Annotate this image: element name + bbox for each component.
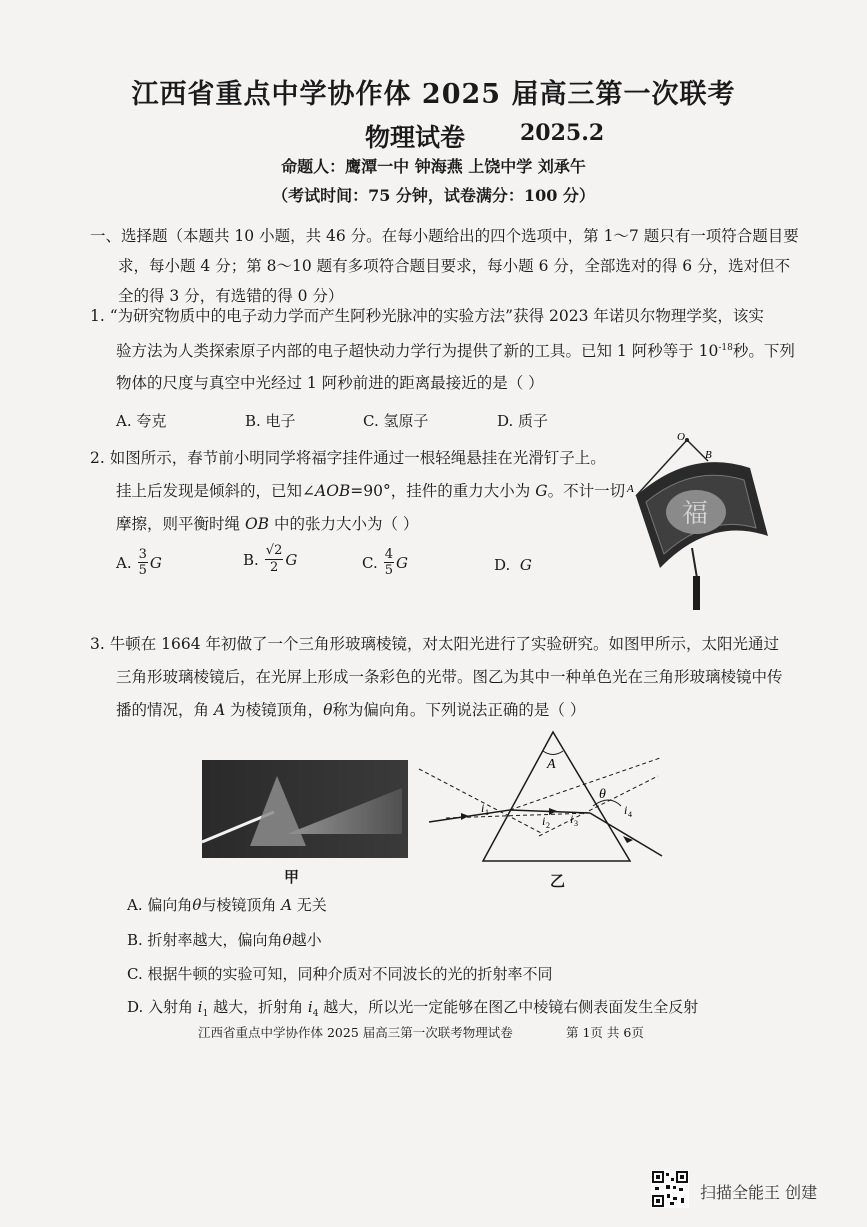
question-text: 3. 牛顿在 1664 年初做了一个三角形玻璃棱镜，对太阳光进行了实验研究。如图甲所示，太阳光通过 bbox=[90, 635, 780, 653]
section-heading-line: 一、选择题（本题共 10 小题，共 46 分。在每小题给出的四个选项中，第 1～7 题只有一项符合题目要 bbox=[90, 227, 799, 245]
question-text bbox=[90, 508, 625, 541]
text-span: 越大，折射角 bbox=[208, 998, 308, 1016]
exam-title: 江西省重点中学协作体 2025 届高三第一次联考 bbox=[131, 79, 736, 110]
option-a: A. 夸克 bbox=[116, 412, 167, 430]
fraction bbox=[265, 543, 284, 576]
text-span: =90°，挂件的重力大小为 bbox=[350, 482, 536, 500]
page-number: 第 1页 共 6页 bbox=[566, 1025, 644, 1040]
prism-triangle bbox=[483, 732, 630, 861]
section-heading bbox=[90, 221, 799, 311]
option-b: B. 电子 bbox=[245, 412, 296, 430]
figure-label-jia: 甲 bbox=[284, 868, 300, 886]
fraction bbox=[384, 547, 394, 578]
question-text: 物体的尺度与真空中光经过 1 阿秒前进的距离最接近的是（ ） bbox=[116, 374, 544, 393]
variable: θ bbox=[282, 931, 292, 949]
normal-right bbox=[539, 776, 658, 836]
emergent-ray bbox=[590, 813, 662, 856]
numerator: √2 bbox=[265, 543, 283, 558]
qr-code-icon bbox=[651, 1170, 689, 1208]
i3-label: i bbox=[570, 812, 574, 826]
numerator: 4 bbox=[384, 547, 393, 562]
tassel-cord bbox=[692, 548, 697, 578]
numerator: 3 bbox=[138, 547, 147, 562]
subscript: 1 bbox=[202, 1009, 209, 1019]
option-a bbox=[127, 894, 327, 915]
i2-subscript: 2 bbox=[546, 821, 550, 830]
theta-label: θ bbox=[599, 787, 606, 802]
text-span: 无关 bbox=[292, 896, 327, 914]
variable: i bbox=[307, 998, 313, 1016]
text-span: 。不计一切 bbox=[547, 482, 626, 500]
text-span: 播的情况，角 bbox=[116, 701, 214, 719]
prism-diagram bbox=[415, 728, 665, 868]
page-footer: 江西省重点中学协作体 2025 届高三第一次联考物理试卷 bbox=[198, 1025, 513, 1040]
subject-title: 物理试卷 bbox=[365, 123, 466, 152]
question-text: 1. “为研究物质中的电子动力学而产生阿秒光脉冲的实验方法”获得 2023 年诺贝尔物理学奖，该实 bbox=[90, 307, 764, 325]
variable: AOB bbox=[315, 482, 351, 500]
label-a: A bbox=[627, 483, 634, 495]
text-span: 中的张力大小为（ ） bbox=[269, 515, 419, 533]
nail bbox=[685, 438, 689, 442]
section-heading-line: 全的得 3 分，有选错的得 0 分） bbox=[118, 287, 344, 305]
option-a bbox=[116, 547, 162, 578]
text-span: 越小 bbox=[291, 931, 322, 949]
option-label: D. bbox=[494, 556, 511, 574]
text-span: B. 折射率越大，偏向角 bbox=[127, 931, 283, 949]
variable: θ bbox=[323, 701, 333, 719]
authors-line: 命题人：鹰潭一中 钟海燕 上饶中学 刘承午 bbox=[281, 157, 586, 176]
fu-character: 福 bbox=[682, 499, 709, 529]
prism-photo bbox=[202, 760, 408, 858]
i4-subscript: 4 bbox=[628, 810, 632, 819]
denominator: 5 bbox=[384, 563, 393, 578]
variable: A bbox=[281, 896, 293, 914]
apex-angle-arc bbox=[543, 751, 563, 755]
apex-label: A bbox=[547, 757, 556, 772]
text-span: 称为偏向角。下列说法正确的是（ ） bbox=[332, 701, 586, 719]
question-text bbox=[90, 475, 625, 508]
question-text: 2. 如图所示，春节前小明同学将福字挂件通过一根轻绳悬挂在光滑钉子上。 bbox=[90, 449, 606, 467]
question-3 bbox=[90, 628, 783, 727]
text-span: D. 入射角 bbox=[127, 998, 198, 1016]
exponent: -18 bbox=[718, 343, 733, 353]
variable: G bbox=[285, 550, 298, 569]
hanging-ornament-figure bbox=[600, 428, 780, 618]
text-span: 验方法为人类探索原子内部的电子超快动力学行为提供了新的工具。已知 1 阿秒等于 10 bbox=[116, 342, 719, 361]
text-span: 秒。下列 bbox=[732, 342, 795, 361]
variable: OB bbox=[244, 515, 270, 533]
tassel bbox=[693, 576, 700, 610]
i3-subscript: 3 bbox=[574, 819, 578, 828]
scanner-watermark: 扫描全能王 创建 bbox=[700, 1183, 818, 1202]
variable: G bbox=[396, 553, 408, 572]
fraction bbox=[138, 547, 148, 578]
exam-info: （考试时间：75 分钟，试卷满分：100 分） bbox=[272, 186, 595, 205]
text-span: A. 偏向角 bbox=[127, 896, 193, 914]
variable: G bbox=[149, 553, 162, 572]
question-text: 三角形玻璃棱镜后，在光屏上形成一条彩色的光带。图乙为其中一种单色光在三角形玻璃棱镜中传 bbox=[116, 668, 783, 686]
option-d bbox=[127, 996, 698, 1019]
text-span: 摩擦，则平衡时绳 bbox=[116, 515, 245, 533]
variable: A bbox=[213, 701, 226, 719]
variable: G bbox=[519, 556, 532, 574]
question-text bbox=[90, 332, 795, 367]
section-heading-line: 求，每小题 4 分；第 8～10 题有多项符合题目要求，每小题 6 分，全部选对的得 6 分，选对但不 bbox=[118, 257, 791, 275]
exam-date: 2025.2 bbox=[520, 120, 605, 146]
incident-arrow bbox=[461, 813, 469, 820]
option-c: C. 氢原子 bbox=[363, 412, 429, 430]
i4-label: i bbox=[624, 803, 628, 817]
denominator: 5 bbox=[138, 563, 147, 578]
question-1 bbox=[90, 300, 795, 399]
text-span: 挂上后发现是倾斜的，已知∠ bbox=[116, 482, 315, 500]
i1-label: i bbox=[481, 801, 485, 815]
label-o: O bbox=[677, 431, 685, 443]
option-label: A. bbox=[116, 553, 132, 572]
question-text bbox=[90, 694, 783, 727]
question-2 bbox=[90, 442, 625, 541]
subscript: 4 bbox=[312, 1009, 319, 1019]
text-span: 为棱镜顶角， bbox=[225, 701, 324, 719]
incident-extension bbox=[510, 758, 660, 810]
option-label: B. bbox=[243, 550, 259, 569]
figure-label-yi: 乙 bbox=[550, 872, 566, 890]
option-b bbox=[243, 543, 297, 576]
label-b: B bbox=[705, 449, 712, 461]
denominator: 2 bbox=[269, 560, 279, 575]
option-label: C. bbox=[362, 553, 378, 572]
variable: G bbox=[535, 482, 548, 500]
text-span: 与棱镜顶角 bbox=[201, 896, 282, 914]
option-b bbox=[127, 929, 322, 950]
variable: i bbox=[197, 998, 203, 1016]
i2-label: i bbox=[542, 814, 546, 828]
text-span: 越大，所以光一定能够在图乙中棱镜右侧表面发生全反射 bbox=[318, 998, 699, 1016]
variable: θ bbox=[192, 896, 202, 914]
option-c: C. 根据牛顿的实验可知，同种介质对不同波长的光的折射率不同 bbox=[127, 965, 553, 983]
option-c bbox=[362, 547, 408, 578]
option-d bbox=[494, 556, 532, 574]
i1-subscript: 1 bbox=[485, 808, 489, 817]
option-d: D. 质子 bbox=[497, 412, 549, 430]
